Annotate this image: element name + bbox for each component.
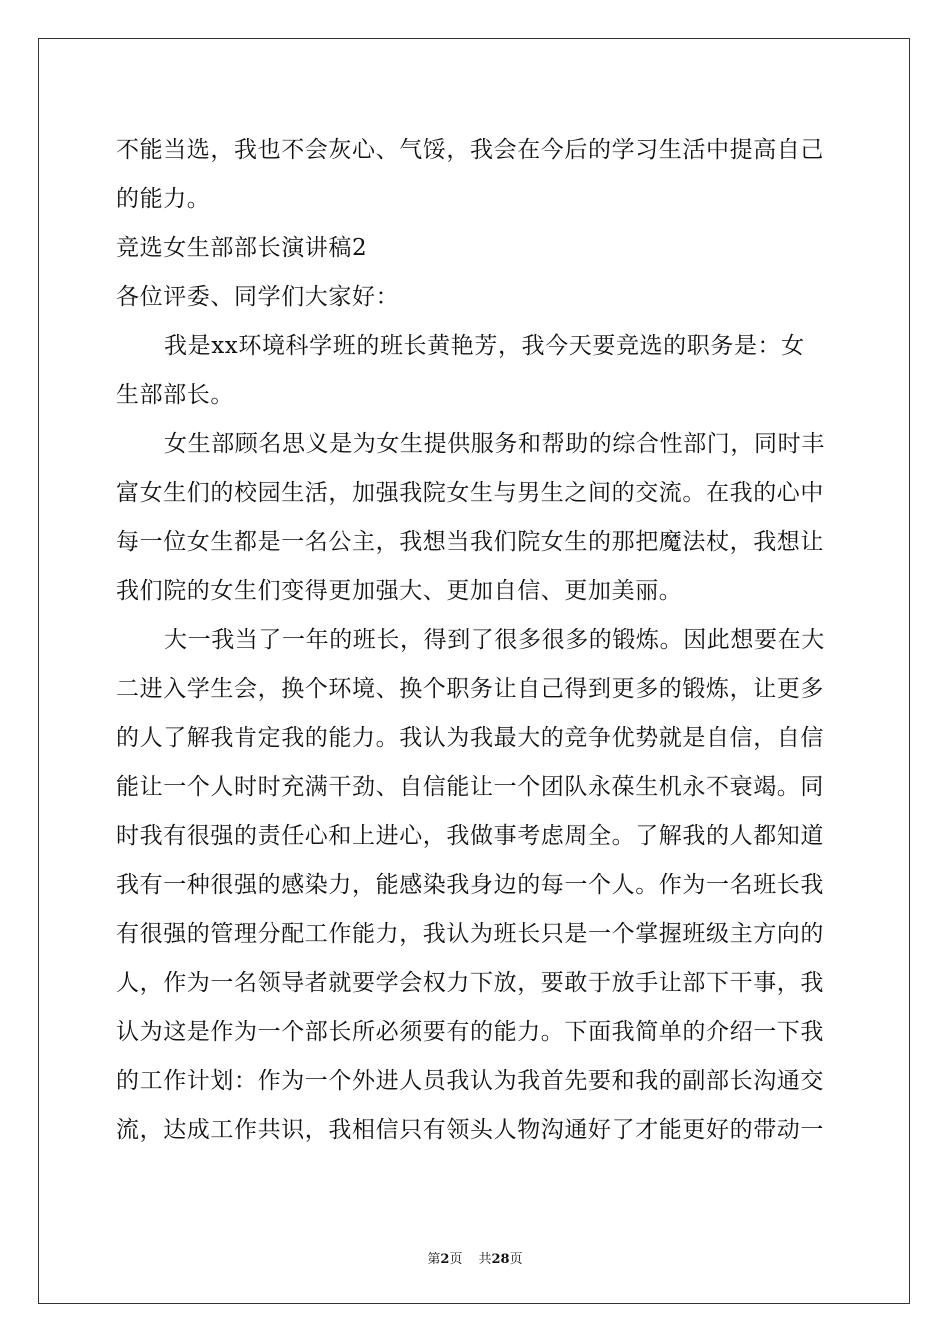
page-number-prefix: 第 bbox=[427, 1252, 441, 1267]
text-line: 竞选女生部部长演讲稿2 bbox=[116, 235, 368, 261]
text-line: 有很强的管理分配工作能力，我认为班长只是一个掌握班级主方向的 bbox=[116, 921, 824, 947]
text-line: 我是xx环境科学班的班长黄艳芳，我今天要竞选的职务是：女 bbox=[164, 333, 805, 359]
document-body bbox=[116, 126, 836, 1155]
text-line: 能让一个人时时充满干劲、自信能让一个团队永葆生机永不衰竭。同 bbox=[116, 774, 824, 800]
text-line: 流，达成工作共识，我相信只有领头人物沟通好了才能更好的带动一 bbox=[116, 1117, 824, 1143]
text-line: 认为这是作为一个部长所必须要有的能力。下面我简单的介绍一下我 bbox=[116, 1019, 824, 1045]
text-line: 不能当选，我也不会灰心、气馁，我会在今后的学习生活中提高自己 bbox=[116, 137, 824, 163]
text-line: 各位评委、同学们大家好： bbox=[116, 284, 400, 310]
text-line: 时我有很强的责任心和上进心，我做事考虑周全。了解我的人都知道 bbox=[116, 823, 824, 849]
page-number-current: 2 bbox=[440, 1252, 450, 1267]
text-line: 二进入学生会，换个环境、换个职务让自己得到更多的锻炼，让更多 bbox=[116, 676, 824, 702]
text-line: 富女生们的校园生活，加强我院女生与男生之间的交流。在我的心中 bbox=[116, 480, 824, 506]
text-line: 每一位女生都是一名公主，我想当我们院女生的那把魔法杖，我想让 bbox=[116, 529, 824, 555]
text-line: 的人了解我肯定我的能力。我认为我最大的竞争优势就是自信，自信 bbox=[116, 725, 824, 751]
text-line: 的能力。 bbox=[116, 186, 211, 212]
text-line: 女生部顾名思义是为女生提供服务和帮助的综合性部门，同时丰 bbox=[164, 431, 825, 457]
page-total-suffix: 页 bbox=[509, 1252, 523, 1267]
page-total-prefix: 共 bbox=[478, 1252, 492, 1267]
text-line: 生部部长。 bbox=[116, 382, 234, 408]
page-footer bbox=[0, 1248, 950, 1267]
text-line: 的工作计划：作为一个外进人员我认为我首先要和我的副部长沟通交 bbox=[116, 1068, 824, 1094]
text-line: 人，作为一名领导者就要学会权力下放，要敢于放手让部下干事，我 bbox=[116, 970, 824, 996]
page-number-suffix: 页 bbox=[449, 1252, 463, 1267]
text-line: 我们院的女生们变得更加强大、更加自信、更加美丽。 bbox=[116, 578, 683, 604]
text-line: 大一我当了一年的班长，得到了很多很多的锻炼。因此想要在大 bbox=[164, 627, 825, 653]
text-line: 我有一种很强的感染力，能感染我身边的每一个人。作为一名班长我 bbox=[116, 872, 824, 898]
page-total: 28 bbox=[491, 1252, 510, 1267]
